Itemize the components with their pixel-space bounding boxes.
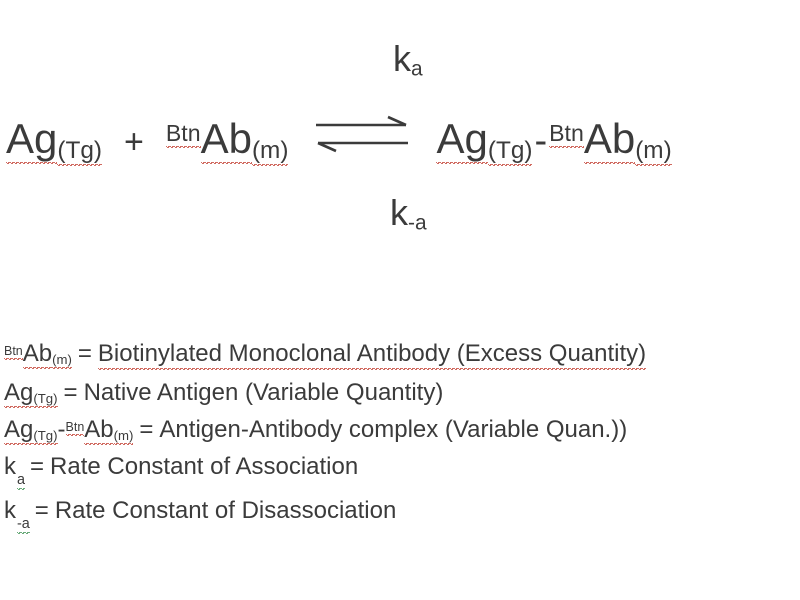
legend-term-subscript: (Tg) [33,427,58,443]
legend-definition: Antigen-Antibody complex (Variable Quan.)) [159,416,628,443]
plus-operator: + [124,123,144,161]
product-antigen-subscript: (Tg) [487,137,533,165]
legend-term-base-2: Ab [84,416,114,443]
legend-equals: = [63,379,78,406]
legend-term [4,453,26,488]
legend-term-subscript: -a [17,516,30,532]
legend-term [4,416,133,444]
legend-term-base: k [4,453,16,480]
reactant-antigen [6,115,102,165]
rate-constant-forward-label [393,38,423,82]
legend-definition: Native Antigen (Variable Quantity) [83,379,444,406]
equation-main-row [0,115,800,165]
legend-term-subscript: (m) [52,351,72,367]
legend-equals: = [30,453,45,480]
product-antibody-subscript: (m) [635,137,672,165]
legend-term [4,340,72,368]
legend-item [4,416,800,444]
legend-equals: = [139,416,154,443]
reaction-equation [0,20,800,270]
legend-term [4,497,30,532]
product-antibody-superscript: Btn [549,120,584,146]
legend-list [4,340,800,532]
legend-term-base: Ab [22,340,53,367]
rate-constant-reverse-label [390,192,427,236]
legend-term-dash: - [57,416,66,443]
equilibrium-arrow-icon [314,111,410,157]
product-antibody-base: Ab [583,115,636,162]
reactant-antigen-base: Ag [6,115,58,162]
product-dash: - [534,120,548,162]
legend-term-base: Ag [4,416,34,443]
product-antigen [436,115,532,165]
rate-constant-reverse-subscript: -a [408,211,427,235]
reactant-antibody [166,115,289,165]
reactant-antibody-base: Ab [200,115,252,162]
legend-definition: Rate Constant of Association [50,453,359,480]
legend-item [4,379,800,407]
legend-term-superscript: Btn [4,343,23,358]
legend-equals: = [34,497,49,524]
product-antigen-base: Ag [436,115,488,162]
rate-constant-forward-symbol: k [393,38,411,79]
legend-term-subscript-2: (m) [113,427,134,443]
rate-constant-forward-subscript: a [411,57,423,81]
rate-constant-reverse-symbol: k [390,192,408,233]
legend-definition: Biotinylated Monoclonal Antibody (Excess Quantity) [98,340,646,370]
legend-definition: Rate Constant of Disassociation [54,497,397,524]
legend-item [4,497,800,532]
legend-term-superscript-2: Btn [65,419,85,434]
legend-equals: = [77,340,92,367]
reactant-antigen-subscript: (Tg) [57,137,103,165]
reactant-antibody-subscript: (m) [251,137,289,165]
legend-term [4,379,58,407]
legend-term-base: k [4,497,16,524]
legend-item [4,340,800,370]
legend-term-base: Ag [4,379,34,406]
legend-term-subscript: (Tg) [33,390,58,406]
legend-term-subscript: a [17,472,26,488]
product-antibody [549,115,672,165]
legend-item [4,453,800,488]
reactant-antibody-superscript: Btn [165,120,201,146]
